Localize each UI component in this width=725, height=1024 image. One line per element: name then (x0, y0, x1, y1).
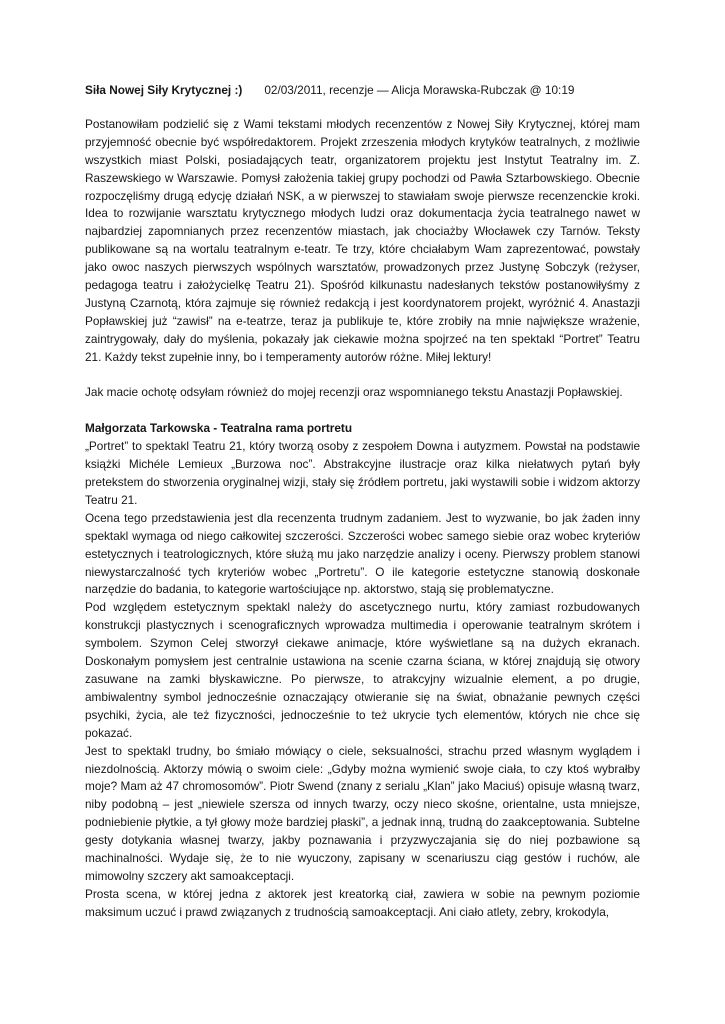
links-paragraph: Jak macie ochotę odsyłam również do mojej recenzji oraz wspomnianego tekstu Anastazji Popławskiej. (85, 385, 623, 400)
review-paragraph-4: Jest to spektakl trudny, bo śmiało mówiący o ciele, seksualności, strachu przed własnym wyglądem i niezdolnością. Aktorzy mówią o swoim ciele: „Gdyby można wymienić swoje ciała, to czy ktoś wybrałby moje? Mam aż 47 chromosomów”. Piotr Swend (znany z serialu „Klan” jako Maciuś) opisuje własną twarz, niby podobną – jest „niewiele szersza od innych twarzy, oczy nieco skośne, orientalne, usta mniejsze, podniebienie płytkie, a tył głowy może bardziej płaski”, a jednak inną, trudną do zaakceptowania. Subtelne gesty dotykania własnej twarzy, jakby poznawania i przyzwyczajania się do niej pozbawione są machinalności. Wydaje się, że to nie wyuczony, zapisany w scenariuszu ciąg gestów i ruchów, ale mimowolny szczery akt samoakceptacji. (85, 743, 640, 883)
review-heading: Małgorzata Tarkowska - Teatralna rama portretu (85, 421, 353, 436)
post-meta: 02/03/2011, recenzje — Alicja Morawska-Rubczak @ 10:19 (264, 83, 575, 97)
post-header (85, 82, 640, 100)
intro-paragraph: Postanowiłam podzielić się z Wami tekstami młodych recenzentów z Nowej Siły Krytycznej, której mam przyjemność obecnie być współredaktorem. Projekt zrzeszenia młodych krytyków teatralnych, z możliwie wszystkich miast Polski, posiadających teatr, organizatorem projektu jest Instytut Teatralny im. Z. Raszewskiego w Warszawie. Pomysł założenia takiej grupy pochodzi od Pawła Sztarbowskiego. Obecnie rozpoczęliśmy drugą edycję działań NSK, a w pierwszej to stawiałam swoje pierwsze recenzenckie kroki. Idea to rozwijanie warsztatu krytycznego młodych ludzi oraz dokumentacja życia teatralnego nawet w najbardziej zapomnianych przez recenzentów miastach, jak chociażby Włocławek czy Tarnów. Teksty publikowane są na wortalu teatralnym e-teatr. Te trzy, które chciałabym Wam zaprezentować, powstały jako owoc naszych pierwszych wspólnych warsztatów, prowadzonych przez Justynę Sobczyk (reżyser, pedagoga teatru i założycielkę Teatru 21). Spośród kilkunastu nadesłanych tekstów postanowiłyśmy z Justyną Czarnotą, która zajmuje się również redakcją i jest koordynatorem projekt, wyróżnić 4. Anastazji Popławskiej już “zawisł” na e-teatrze, teraz ja publikuje te, które zrobiły na mnie największe wrażenie, zaintrygowały, dały do myślenia, pokazały jak ciekawie można spojrzeć na ten spektakl “Portret” Teatru 21. Każdy tekst zupełnie inny, bo i temperamenty autorów różne. Miłej lektury! (85, 116, 640, 364)
review-paragraph-5: Prosta scena, w której jedna z aktorek jest kreatorką ciał, zawiera w sobie na pewnym poziomie maksimum uczuć i prawd związanych z trudnością samoakceptacji. Ani ciało atlety, zebry, krokodyla, (85, 886, 640, 919)
review-paragraph-3: Pod względem estetycznym spektakl należy do ascetycznego nurtu, który zamiast rozbudowanych konstrukcji plastycznych i scenograficznych wprowadza multimedia i operowanie teatralnym skrótem i symbolem. Szymon Celej stworzył ciekawe animacje, które wyświetlane są na dużych ekranach. Doskonałym pomysłem jest centralnie ustawiona na scenie czarna ściana, w której znajdują się otwory zasuwane na zamki błyskawiczne. Po pierwsze, to atrakcyjny wizualnie element, a po drugie, ambiwalentny symbol jednocześnie oznaczający otwieranie się na świat, obnażanie pewnych części psychiki, życia, ale też fizyczności, jednocześnie to też ukrycie tych elementów, których nie chce się pokazać. (85, 600, 640, 740)
review-paragraph-2: Ocena tego przedstawienia jest dla recenzenta trudnym zadaniem. Jest to wyzwanie, bo jak żaden inny spektakl wymaga od niego całkowitej szczerości. Szczerości wobec samego siebie oraz wobec kryteriów estetycznych i teatrologicznych, które służą mu jako narzędzie analizy i oceny. Pierwszy problem stanowi niewystarczalność tych kryteriów wobec „Portretu”. O ile kategorie estetyczne stanowią doskonałe narzędzie do badania, to kategorie wartościujące np. aktorstwo, stają się problematyczne. (85, 510, 640, 597)
post-title: Siła Nowej Siły Krytycznej :) (85, 83, 243, 97)
review-paragraph-1: „Portret” to spektakl Teatru 21, który tworzą osoby z zespołem Downa i autyzmem. Powstał na podstawie książki Michéle Lemieux „Burzowa noc”. Abstrakcyjne ilustracje oraz kilka niełatwych pytań były pretekstem do stworzenia oryginalnej wizji, stały się źródłem portretu, jaki wystawili sobie i widzom aktorzy Teatru 21. (85, 439, 640, 507)
